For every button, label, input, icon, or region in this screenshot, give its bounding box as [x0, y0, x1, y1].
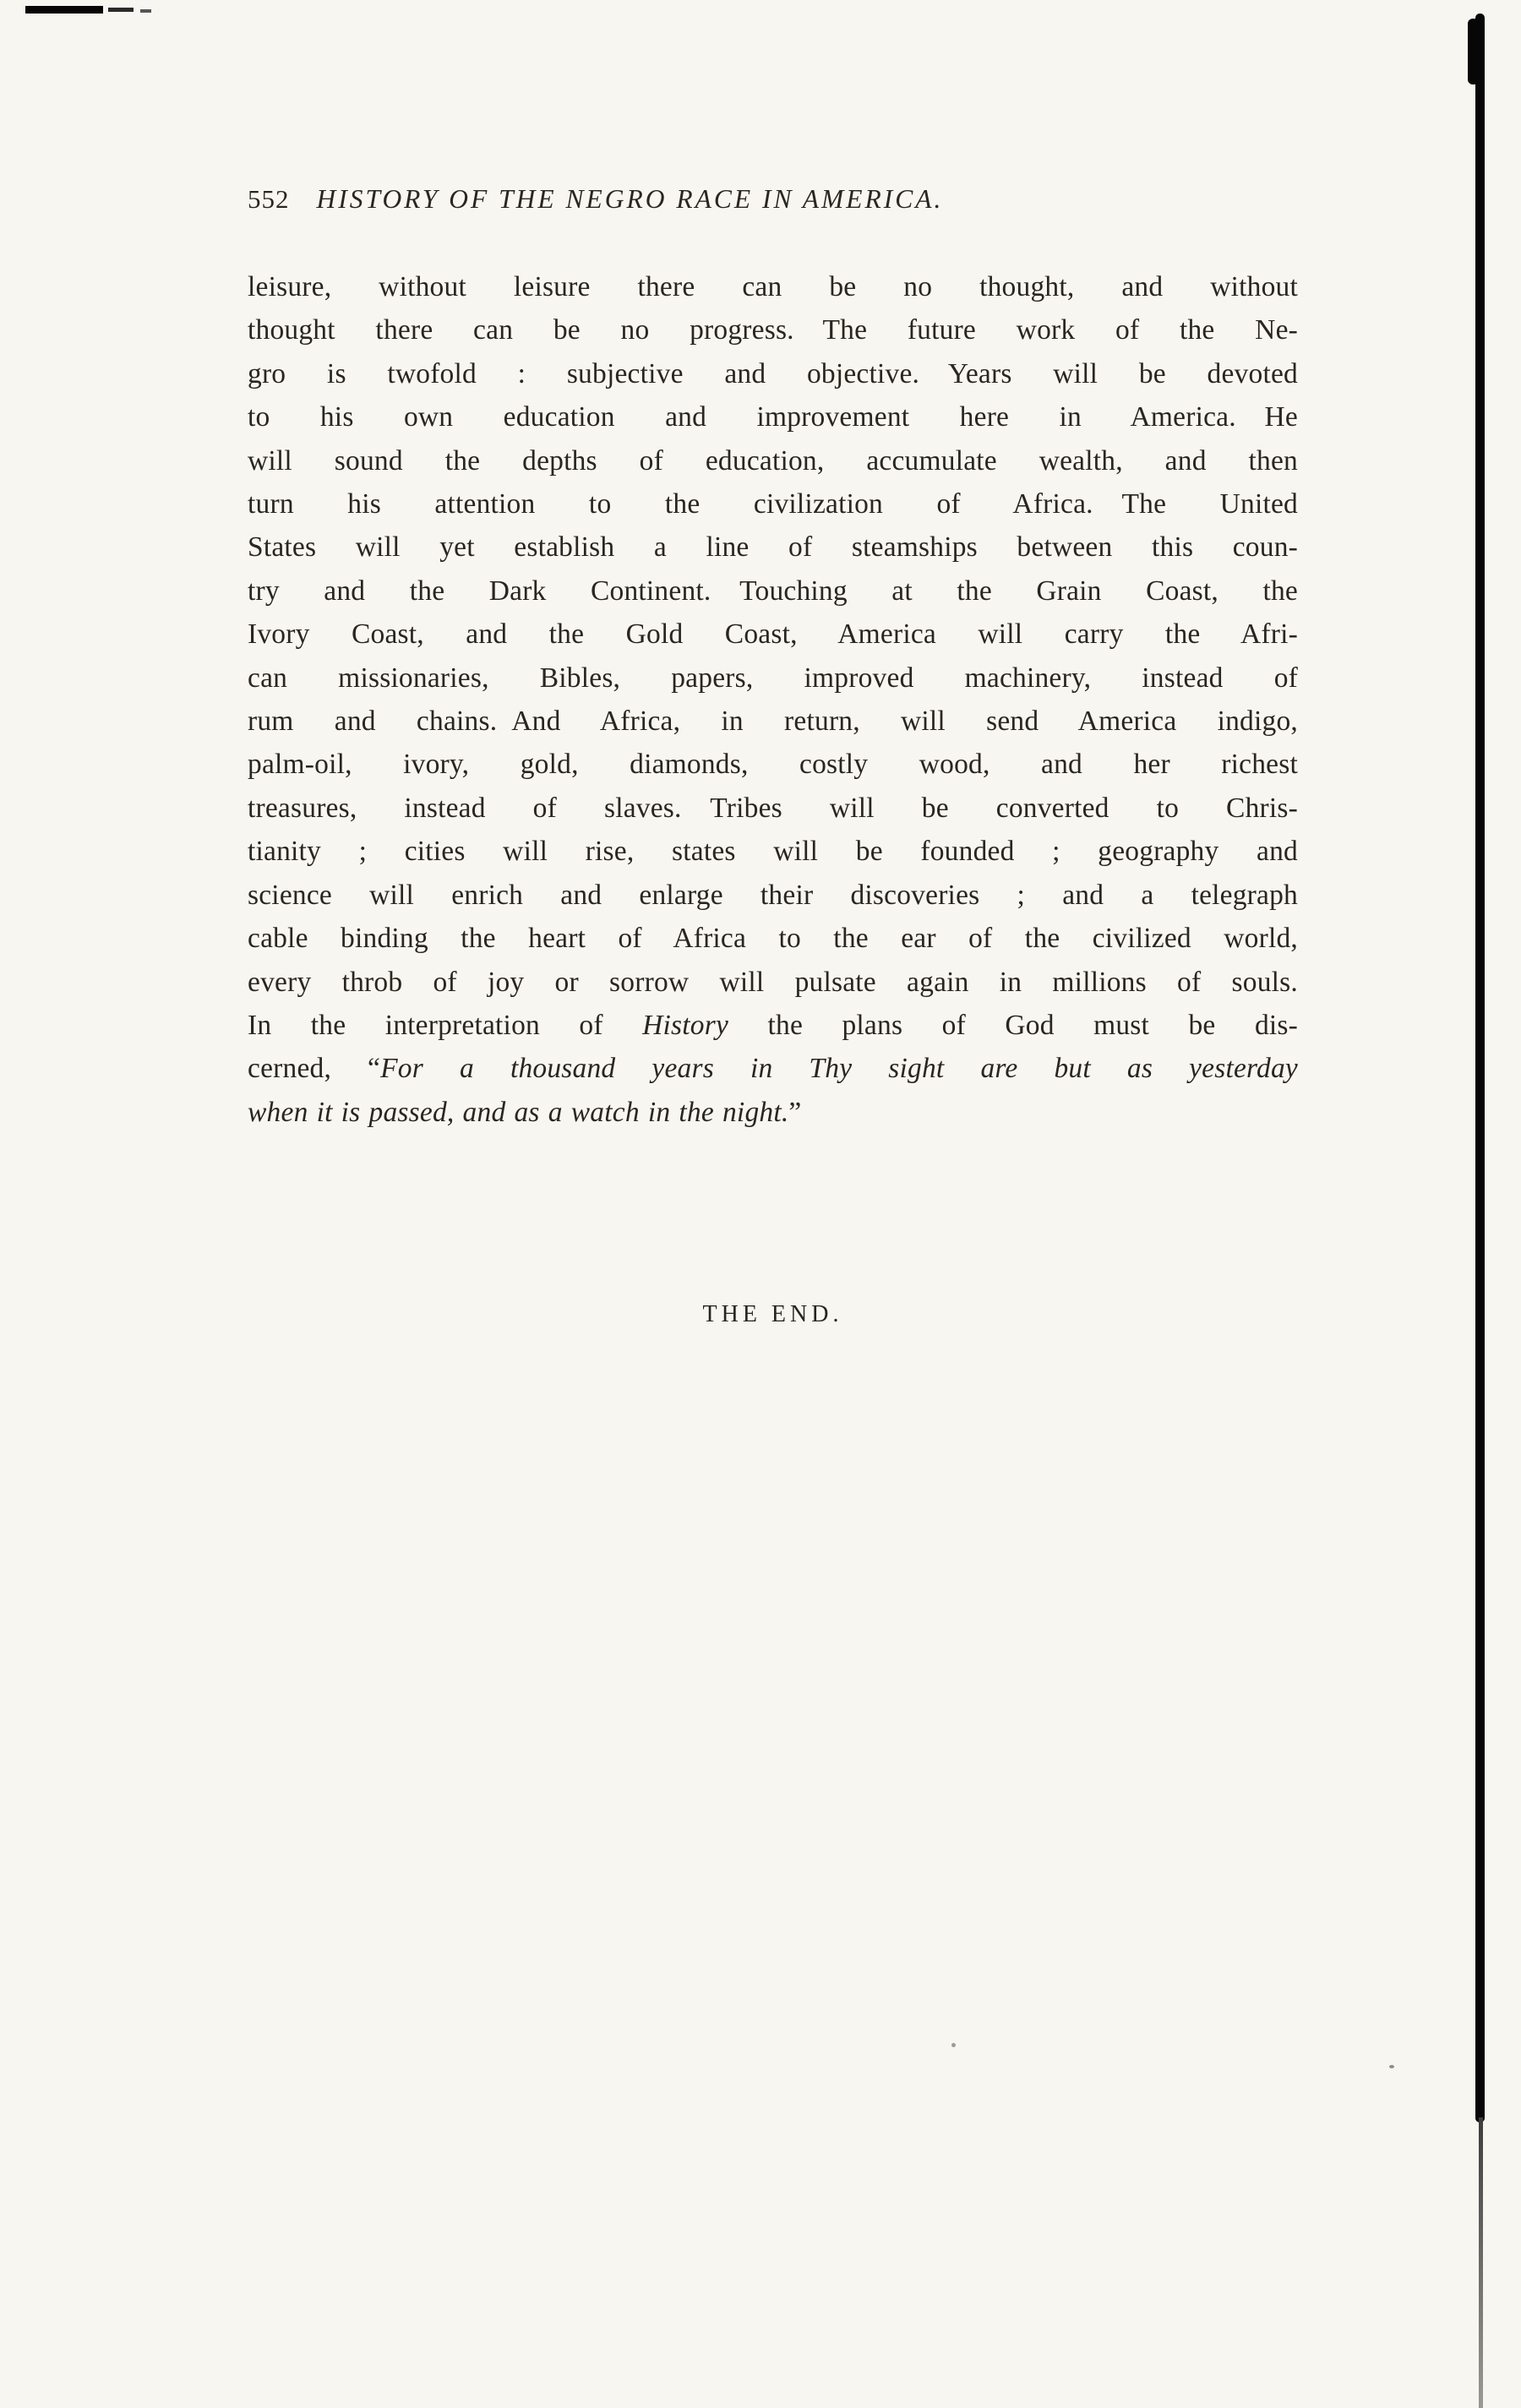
italic-text-segment: For a thousand years in Thy sight are but as yesterday — [380, 1053, 1298, 1085]
text-segment: to his own education and improvement here in America. He — [248, 401, 1298, 433]
text-segment: gro is twofold : subjective and objective. Years will be devoted — [248, 357, 1298, 390]
text-segment: every throb of joy or sorrow will pulsate again in millions of souls. — [248, 966, 1298, 998]
text-segment: palm-oil, ivory, gold, diamonds, costly wood, and her richest — [248, 749, 1298, 781]
text-segment: can missionaries, Bibles, papers, improved machinery, instead of — [248, 662, 1298, 694]
text-line — [248, 482, 1298, 526]
running-title: HISTORY OF THE NEGRO RACE IN AMERICA. — [316, 184, 944, 214]
text-line — [248, 700, 1298, 743]
scan-speck — [951, 2043, 956, 2047]
text-line — [248, 1047, 1298, 1090]
text-segment: leisure, without leisure there can be no thought, and without — [248, 271, 1298, 302]
italic-text-segment: History — [642, 1009, 729, 1041]
text-line — [248, 395, 1298, 439]
text-line — [248, 961, 1298, 1004]
page-number: 552 — [248, 184, 290, 214]
text-segment: treasures, instead of slaves. Tribes will be converted to Chris- — [248, 792, 1298, 824]
text-segment: In the interpretation of — [248, 1009, 643, 1041]
text-line — [248, 439, 1298, 482]
text-line — [248, 787, 1298, 830]
text-line — [248, 743, 1298, 786]
text-line — [248, 1004, 1298, 1047]
text-segment: Ivory Coast, and the Gold Coast, America will carry the Afri- — [248, 618, 1298, 651]
text-segment: rum and chains. And Africa, in return, will send America indigo, — [248, 706, 1298, 738]
text-line — [248, 526, 1298, 569]
text-segment: try and the Dark Continent. Touching at the Grain Coast, the — [248, 575, 1298, 607]
text-line — [248, 352, 1298, 395]
scan-binding-bar — [1475, 14, 1485, 2122]
the-end-label: THE END. — [702, 1301, 843, 1327]
scan-speck — [1389, 2065, 1394, 2068]
body-text — [248, 265, 1298, 1134]
text-line — [248, 656, 1298, 700]
scan-binding-bar-top — [1468, 19, 1479, 84]
text-segment: ” — [788, 1096, 802, 1128]
text-line — [248, 1091, 1298, 1134]
text-segment: States will yet establish a line of steamships between this coun- — [248, 531, 1298, 564]
scan-binding-bar-tail — [1479, 2117, 1483, 2408]
text-segment: the plans of God must be dis- — [728, 1009, 1298, 1041]
scan-mark-top-left-dash — [108, 8, 134, 12]
italic-text-segment: when it is passed, and as a watch in the night. — [248, 1096, 789, 1128]
text-line — [248, 265, 1298, 308]
text-line — [248, 830, 1298, 873]
text-segment: tianity ; cities will rise, states will be founded ; geography and — [248, 836, 1298, 868]
text-segment: cerned, “ — [248, 1053, 381, 1085]
text-line — [248, 569, 1298, 613]
page-header — [248, 184, 1304, 215]
text-line — [248, 613, 1298, 656]
text-segment: cable binding the heart of Africa to the ear of the civilized world, — [248, 923, 1298, 955]
text-line — [248, 874, 1298, 917]
text-line — [248, 308, 1298, 351]
scan-mark-top-left-dot — [140, 9, 151, 13]
text-line — [248, 917, 1298, 960]
scan-mark-top-left — [25, 6, 103, 14]
text-segment: science will enrich and enlarge their discoveries ; and a telegraph — [248, 879, 1298, 911]
text-segment: will sound the depths of education, accumulate wealth, and then — [248, 444, 1298, 477]
text-segment: turn his attention to the civilization of Africa. The United — [248, 488, 1298, 520]
text-segment: thought there can be no progress. The future work of the Ne- — [248, 314, 1298, 346]
